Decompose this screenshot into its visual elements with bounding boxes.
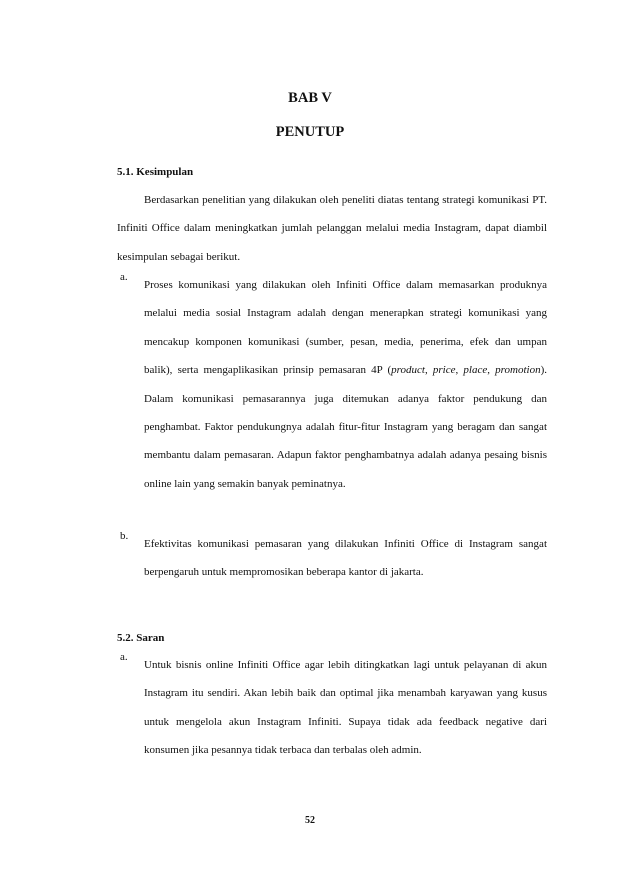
section-heading-suggestion: 5.2. Saran	[117, 632, 165, 644]
chapter-subtitle: PENUTUP	[275, 124, 345, 140]
list-item-text: Proses komunikasi yang dilakukan oleh Infiniti Office dalam memasarkan produknya melalui media sosial Instagram adalah dengan menerapkan strategi komunikasi yang mencakup komponen komunikasi (sumber, pesan, media, penerima, efek dan umpan balik), serta mengaplikasikan prinsip pemasaran 4P (product, price, place, promotion). Dalam komunikasi pemasarannya juga ditemukan adanya faktor pendukung dan penghambat. Faktor pendukungnya adalah fitur-fitur Instagram yang beragam dan sangat membantu dalam pemasaran. Adapun faktor penghambatnya adalah adanya pesaing bisnis online lain yang semakin banyak peminatnya.	[144, 279, 548, 490]
section-heading-conclusion: 5.1. Kesimpulan	[117, 166, 194, 178]
list-marker: a.	[120, 271, 128, 283]
list-marker: a.	[120, 651, 128, 663]
suggestion-item-a	[117, 651, 547, 765]
list-marker: b.	[120, 530, 129, 542]
conclusion-item-b	[117, 530, 547, 587]
list-item-text: Efektivitas komunikasi pemasaran yang dilakukan Infiniti Office di Instagram sangat berpengaruh untuk mempromosikan beberapa kantor di jakarta.	[144, 538, 547, 579]
conclusion-item-a	[117, 271, 547, 498]
chapter-title: BAB V	[288, 90, 332, 106]
page-number: 52	[305, 815, 315, 826]
conclusion-intro-paragraph: Berdasarkan penelitian yang dilakukan oleh peneliti diatas tentang strategi komunikasi PT. Infiniti Office dalam meningkatkan jumlah pelanggan melalui media Instagram, dapat diambil kesimpulan sebagai berikut.	[117, 194, 547, 263]
list-item-text: Untuk bisnis online Infiniti Office agar lebih ditingkatkan lagi untuk pelayanan di akun Instagram itu sendiri. Akan lebih baik dan optimal jika menambah karyawan yang kusus untuk mengelola akun Instagram Infiniti. Supaya tidak ada feedback negative dari konsumen jika pesannya tidak terbaca dan terbalas oleh admin.	[144, 659, 547, 757]
